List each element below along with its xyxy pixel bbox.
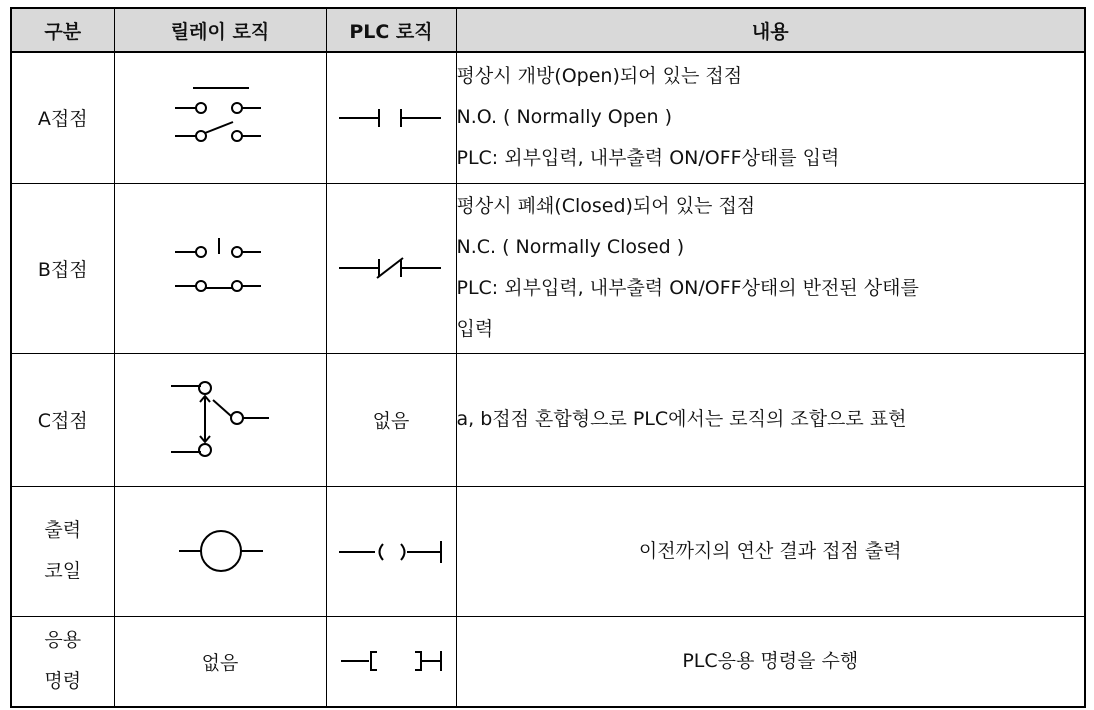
category-line: 응용: [44, 629, 82, 652]
content-c-contact: [456, 353, 1085, 486]
content-output-coil: [456, 486, 1085, 616]
content-line: N.O. ( Normally Open ): [456, 106, 672, 129]
content-b-contact: [456, 183, 1085, 353]
category-line: 출력: [44, 519, 82, 541]
table-row-a-contact: [11, 52, 1085, 183]
relay-no-contact-icon: [165, 78, 275, 158]
plc-coil-icon: [331, 531, 451, 571]
content-line: PLC: 외부입력, 내부출력 ON/OFF상태를 입력: [456, 147, 840, 170]
relay-nc-contact-icon: [165, 228, 275, 308]
relay-applied-instruction-none: 없음: [114, 616, 326, 707]
plc-instruction-box-icon: [331, 641, 451, 681]
relay-output-coil-symbol: [114, 486, 326, 616]
content-line: 평상시 개방(Open)되어 있는 접점: [456, 65, 743, 88]
plc-contact-table: [10, 7, 1086, 708]
table-row-c-contact: [11, 353, 1085, 486]
relay-c-contact-symbol: [114, 353, 326, 486]
table-row-output-coil: [11, 486, 1085, 616]
category-b-contact: B접점: [11, 183, 114, 353]
relay-a-contact-symbol: [114, 52, 326, 183]
relay-transfer-contact-icon: [155, 370, 285, 470]
plc-c-contact-none: 없음: [326, 353, 456, 486]
plc-a-contact-symbol: [326, 52, 456, 183]
content-applied-instruction: [456, 616, 1085, 707]
plc-output-coil-symbol: [326, 486, 456, 616]
content-a-contact: [456, 52, 1085, 183]
header-relay-logic: 릴레이 로직: [114, 8, 326, 52]
category-a-contact: A접점: [11, 52, 114, 183]
content-line: 입력: [456, 318, 494, 340]
plc-no-contact-icon: [331, 98, 451, 138]
header-category: 구분: [11, 8, 114, 52]
plc-nc-contact-icon: [331, 248, 451, 288]
category-line: 코일: [44, 560, 82, 582]
plc-applied-instruction-symbol: [326, 616, 456, 707]
content-line: N.C. ( Normally Closed ): [456, 236, 685, 258]
content-line: a, b접점 혼합형으로 PLC에서는 로직의 조합으로 표현: [456, 408, 907, 430]
content-line: 평상시 폐쇄(Closed)되어 있는 접점: [456, 195, 756, 217]
content-line: PLC: 외부입력, 내부출력 ON/OFF상태의 반전된 상태를: [456, 277, 919, 299]
relay-coil-icon: [165, 521, 275, 581]
header-row: [11, 8, 1085, 52]
header-plc-logic: PLC 로직: [326, 8, 456, 52]
relay-b-contact-symbol: [114, 183, 326, 353]
category-line: 명령: [44, 670, 82, 693]
content-line: PLC응용 명령을 수행: [682, 649, 859, 672]
category-c-contact: C접점: [11, 353, 114, 486]
content-line: 이전까지의 연산 결과 접점 출력: [638, 539, 902, 562]
table-row-b-contact: [11, 183, 1085, 353]
category-applied-instruction: [11, 616, 114, 707]
plc-b-contact-symbol: [326, 183, 456, 353]
table-row-applied-instruction: [11, 616, 1085, 707]
header-content: 내용: [456, 8, 1085, 52]
category-output-coil: [11, 486, 114, 616]
